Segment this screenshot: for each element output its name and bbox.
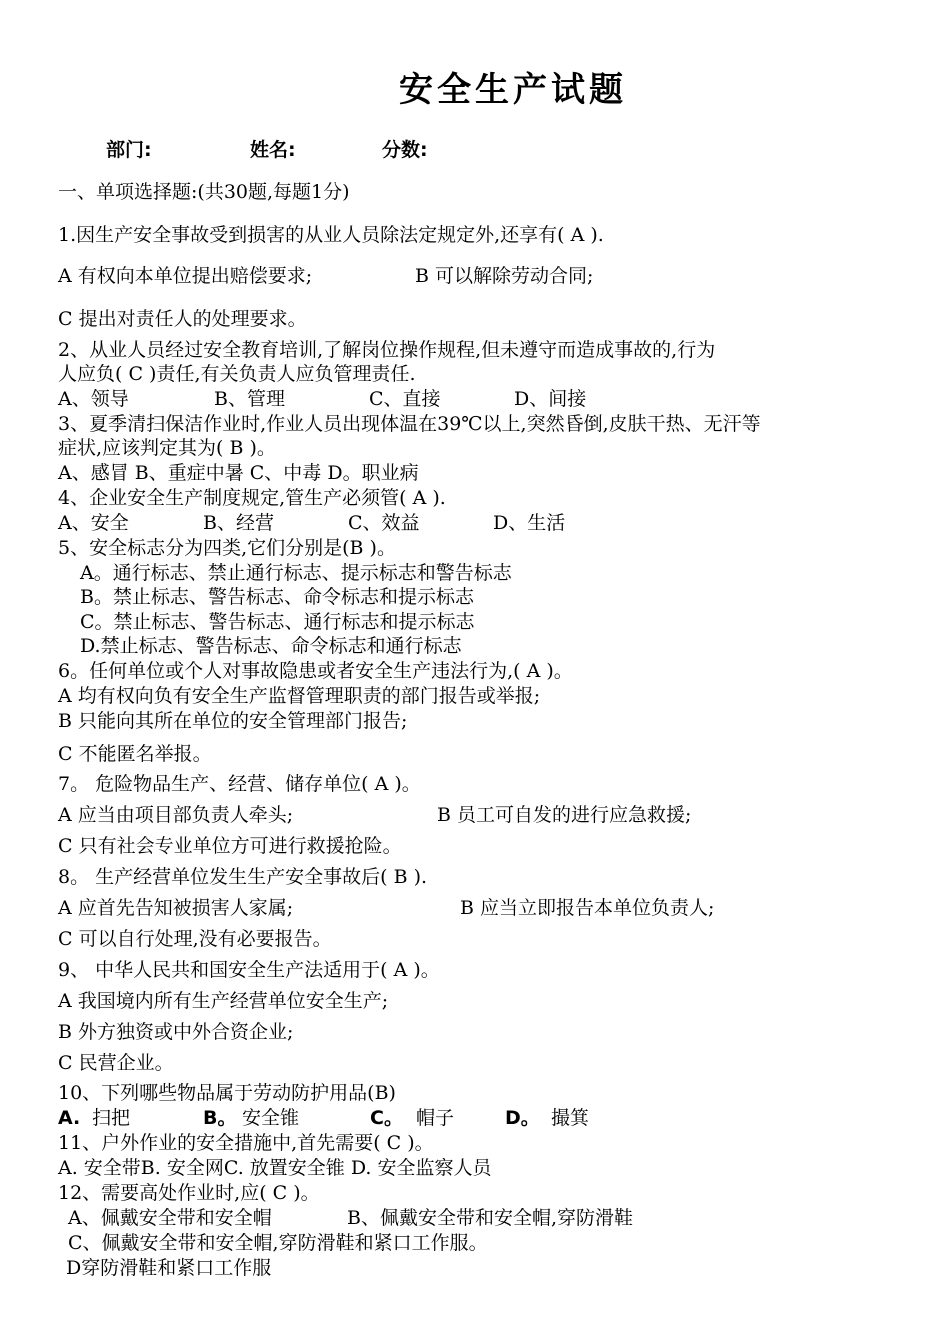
question-3-line1: 3、夏季清扫保洁作业时,作业人员出现体温在39℃以上,突然昏倒,皮肤干热、无汗等	[58, 413, 761, 435]
option-5a: A。通行标志、禁止通行标志、提示标志和警告标志	[80, 562, 512, 584]
option-4a: A、安全	[58, 512, 129, 534]
option-10c-text: 帽子	[416, 1107, 455, 1129]
question-3-line2: 症状,应该判定其为( B )。	[58, 437, 276, 459]
question-1: 1.因生产安全事故受到损害的从业人员除法定规定外,还享有( A ).	[58, 224, 604, 246]
option-7c: C 只有社会专业单位方可进行救援抢险。	[58, 835, 402, 857]
option-5c: C。禁止标志、警告标志、通行标志和提示标志	[80, 611, 475, 633]
page-title: 安全生产试题	[399, 70, 627, 110]
option-10d-text: 撮箕	[551, 1107, 590, 1129]
options-3: A、感冒 B、重症中暑 C、中毒 D。职业病	[58, 462, 419, 484]
option-4c: C、效益	[348, 512, 420, 534]
question-5: 5、安全标志分为四类,它们分别是(B )。	[58, 537, 396, 559]
option-6c: C 不能匿名举报。	[58, 743, 212, 765]
option-5b: B。禁止标志、警告标志、命令标志和提示标志	[80, 586, 474, 608]
option-7b: B 员工可自发的进行应急救援;	[437, 804, 692, 826]
option-8b: B 应当立即报告本单位负责人;	[460, 897, 715, 919]
option-2c: C、直接	[369, 388, 441, 410]
option-12b: B、佩戴安全带和安全帽,穿防滑鞋	[347, 1207, 634, 1229]
option-2d: D、间接	[514, 388, 587, 410]
option-10a-letter: A.	[58, 1107, 81, 1129]
option-10b-letter: B。	[203, 1107, 237, 1129]
option-5d: D.禁止标志、警告标志、命令标志和通行标志	[80, 635, 462, 657]
score-label: 分数:	[382, 139, 428, 161]
option-9c: C 民营企业。	[58, 1052, 174, 1074]
question-2-line1: 2、从业人员经过安全教育培训,了解岗位操作规程,但未遵守而造成事故的,行为	[58, 339, 716, 361]
option-1c: C 提出对责任人的处理要求。	[58, 308, 307, 330]
option-1a: A 有权向本单位提出赔偿要求;	[58, 265, 313, 287]
option-4b: B、经营	[203, 512, 274, 534]
option-10b-text: 安全锥	[242, 1107, 300, 1129]
question-4: 4、企业安全生产制度规定,管生产必须管( A ).	[58, 487, 446, 509]
option-6a: A 均有权向负有安全生产监督管理职责的部门报告或举报;	[58, 685, 541, 707]
question-6: 6。任何单位或个人对事故隐患或者安全生产违法行为,( A )。	[58, 660, 573, 682]
name-label: 姓名:	[250, 139, 296, 161]
option-2b: B、管理	[214, 388, 285, 410]
option-10d-letter: D。	[505, 1107, 540, 1129]
option-1b: B 可以解除劳动合同;	[415, 265, 594, 287]
question-10: 10、下列哪些物品属于劳动防护用品(B)	[58, 1082, 396, 1104]
section-heading: 一、单项选择题:(共30题,每题1分)	[58, 181, 350, 203]
options-11: A. 安全带B. 安全网C. 放置安全锥 D. 安全监察人员	[58, 1157, 492, 1179]
option-12c: C、佩戴安全带和安全帽,穿防滑鞋和紧口工作服。	[68, 1232, 488, 1254]
option-12a: A、佩戴安全带和安全帽	[68, 1207, 272, 1229]
question-9: 9、 中华人民共和国安全生产法适用于( A )。	[58, 959, 440, 981]
question-8: 8。 生产经营单位发生生产安全事故后( B ).	[58, 866, 428, 888]
option-6b: B 只能向其所在单位的安全管理部门报告;	[58, 710, 408, 732]
option-10c-letter: C。	[370, 1107, 403, 1129]
option-2a: A、领导	[58, 388, 129, 410]
option-7a: A 应当由项目部负责人牵头;	[58, 804, 294, 826]
option-8c: C 可以自行处理,没有必要报告。	[58, 928, 332, 950]
option-12d: D穿防滑鞋和紧口工作服	[66, 1257, 272, 1279]
question-11: 11、户外作业的安全措施中,首先需要( C )。	[58, 1132, 434, 1154]
question-12: 12、需要高处作业时,应( C )。	[58, 1182, 320, 1204]
option-4d: D、生活	[493, 512, 566, 534]
question-2-line2: 人应负( C )责任,有关负责人应负管理责任.	[58, 363, 416, 385]
option-8a: A 应首先告知被损害人家属;	[58, 897, 294, 919]
dept-label: 部门:	[106, 139, 152, 161]
option-9b: B 外方独资或中外合资企业;	[58, 1021, 294, 1043]
question-7: 7。 危险物品生产、经营、储存单位( A )。	[58, 773, 421, 795]
option-10a-text: 扫把	[92, 1107, 131, 1129]
option-9a: A 我国境内所有生产经营单位安全生产;	[58, 990, 389, 1012]
